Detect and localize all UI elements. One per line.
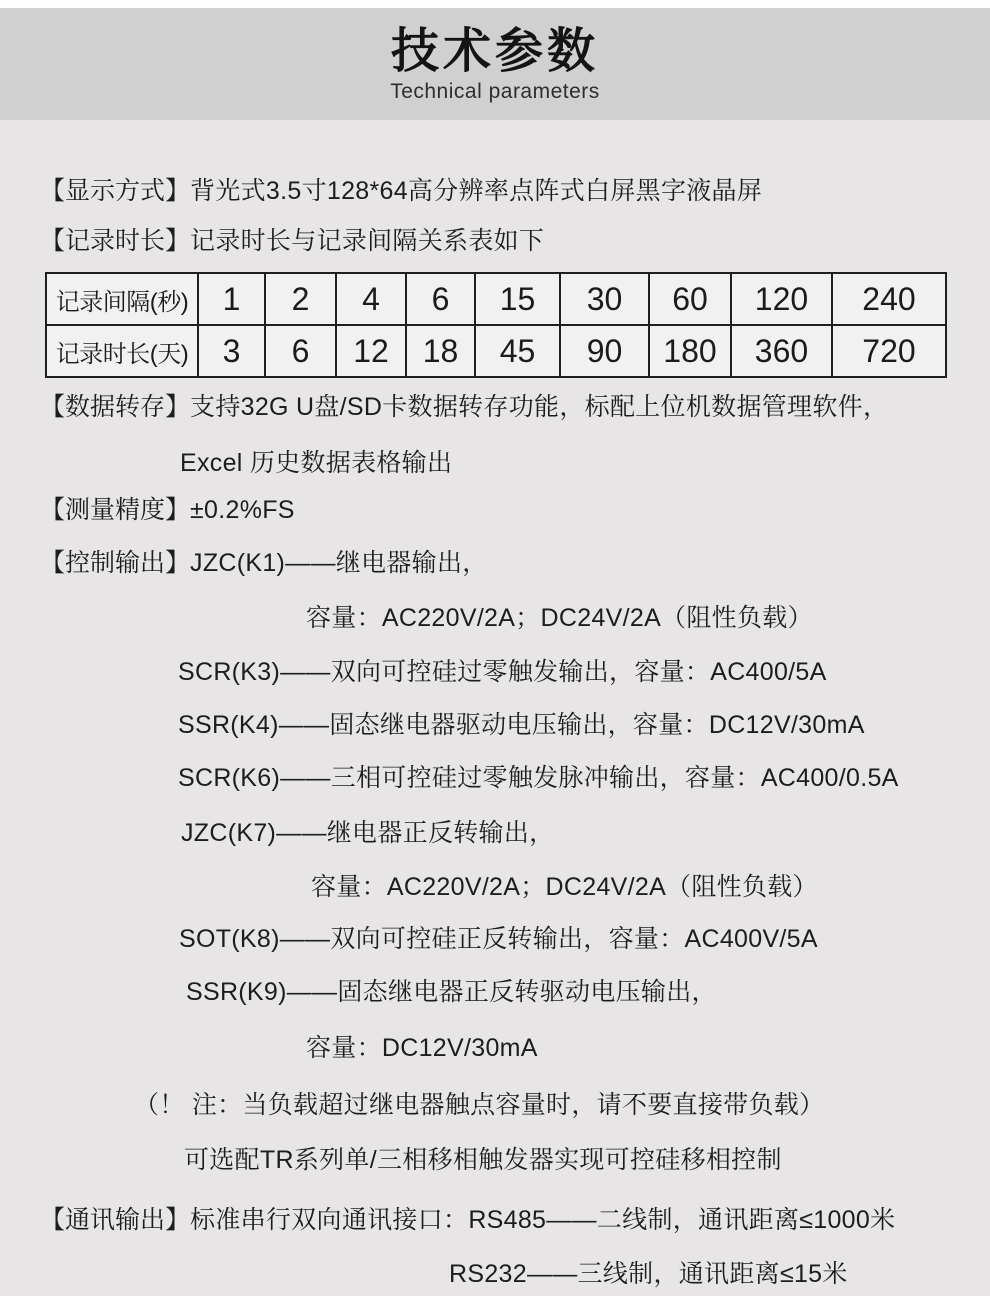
control-line-k3: SCR(K3)——双向可控硅过零触发输出，容量：AC400/5A xyxy=(178,658,827,686)
spec-data-transfer-label: 【数据转存】 xyxy=(40,393,191,421)
table-row-interval xyxy=(46,273,946,325)
page-title: 技术参数 xyxy=(390,25,599,78)
table-cell: 2 xyxy=(265,273,336,325)
table-cell: 6 xyxy=(265,325,336,377)
table-row-interval-header: 记录间隔(秒) xyxy=(46,273,198,325)
table-cell: 180 xyxy=(649,325,731,377)
record-interval-table xyxy=(45,272,947,378)
table-cell: 12 xyxy=(336,325,406,377)
page-subtitle: Technical parameters xyxy=(390,80,600,103)
spec-record-length-line xyxy=(40,221,544,261)
spec-control-output-label: 【控制输出】 xyxy=(40,549,191,577)
spec-data-transfer-text: 支持32G U盘/SD卡数据转存功能，标配上位机数据管理软件， xyxy=(190,393,889,421)
table-cell: 18 xyxy=(406,325,475,377)
spec-record-length-label: 【记录时长】 xyxy=(40,227,191,255)
control-line-k7-capacity: 容量：AC220V/2A；DC24V/2A（阻性负载） xyxy=(311,873,818,901)
table-cell: 6 xyxy=(406,273,475,325)
record-interval-table-wrap xyxy=(45,272,947,378)
spec-comm-output-line2: RS232——三线制，通讯距离≤15米 xyxy=(449,1260,848,1288)
header-band xyxy=(0,8,990,120)
spec-data-transfer-line xyxy=(40,387,888,427)
table-cell: 120 xyxy=(731,273,832,325)
spec-display-text: 背光式3.5寸128*64高分辨率点阵式白屏黑字液晶屏 xyxy=(190,177,763,205)
table-cell: 720 xyxy=(832,325,946,377)
table-cell: 90 xyxy=(560,325,649,377)
control-line-k1: JZC(K1)——继电器输出， xyxy=(190,549,488,577)
control-tr-option-line: 可选配TR系列单/三相移相触发器实现可控硅移相控制 xyxy=(184,1146,782,1174)
spec-record-length-text: 记录时长与记录间隔关系表如下 xyxy=(190,227,545,255)
control-line-k6: SCR(K6)——三相可控硅过零触发脉冲输出，容量：AC400/0.5A xyxy=(178,764,899,792)
spec-control-output-line xyxy=(40,543,488,583)
control-line-k9: SSR(K9)——固态继电器正反转驱动电压输出， xyxy=(186,978,717,1006)
table-cell: 4 xyxy=(336,273,406,325)
table-cell: 45 xyxy=(475,325,560,377)
spec-accuracy-text: ±0.2%FS xyxy=(190,496,295,524)
control-line-k8: SOT(K8)——双向可控硅正反转输出，容量：AC400V/5A xyxy=(179,925,818,953)
table-cell: 240 xyxy=(832,273,946,325)
table-cell: 30 xyxy=(560,273,649,325)
table-cell: 60 xyxy=(649,273,731,325)
control-line-k7: JZC(K7)——继电器正反转输出， xyxy=(181,819,555,847)
control-line-k9-capacity: 容量：DC12V/30mA xyxy=(306,1034,538,1062)
table-row-duration-header: 记录时长(天) xyxy=(46,325,198,377)
control-line-k4: SSR(K4)——固态继电器驱动电压输出，容量：DC12V/30mA xyxy=(178,711,865,739)
spec-display-label: 【显示方式】 xyxy=(40,177,191,205)
table-cell: 360 xyxy=(731,325,832,377)
spec-data-transfer-line2: Excel 历史数据表格输出 xyxy=(180,449,453,477)
control-note-line: （！ 注：当负载超过继电器触点容量时，请不要直接带负载） xyxy=(134,1091,825,1119)
table-cell: 3 xyxy=(198,325,265,377)
table-cell: 1 xyxy=(198,273,265,325)
control-line-k1-capacity: 容量：AC220V/2A；DC24V/2A（阻性负载） xyxy=(306,604,813,632)
spec-display-line xyxy=(40,171,762,211)
table-cell: 15 xyxy=(475,273,560,325)
table-row-duration xyxy=(46,325,946,377)
spec-comm-output-label: 【通讯输出】 xyxy=(40,1206,191,1234)
spec-accuracy-line xyxy=(40,490,295,530)
spec-comm-output-text: 标准串行双向通讯接口：RS485——二线制，通讯距离≤1000米 xyxy=(190,1206,896,1234)
spec-accuracy-label: 【测量精度】 xyxy=(40,496,191,524)
spec-comm-output-line xyxy=(40,1200,895,1240)
